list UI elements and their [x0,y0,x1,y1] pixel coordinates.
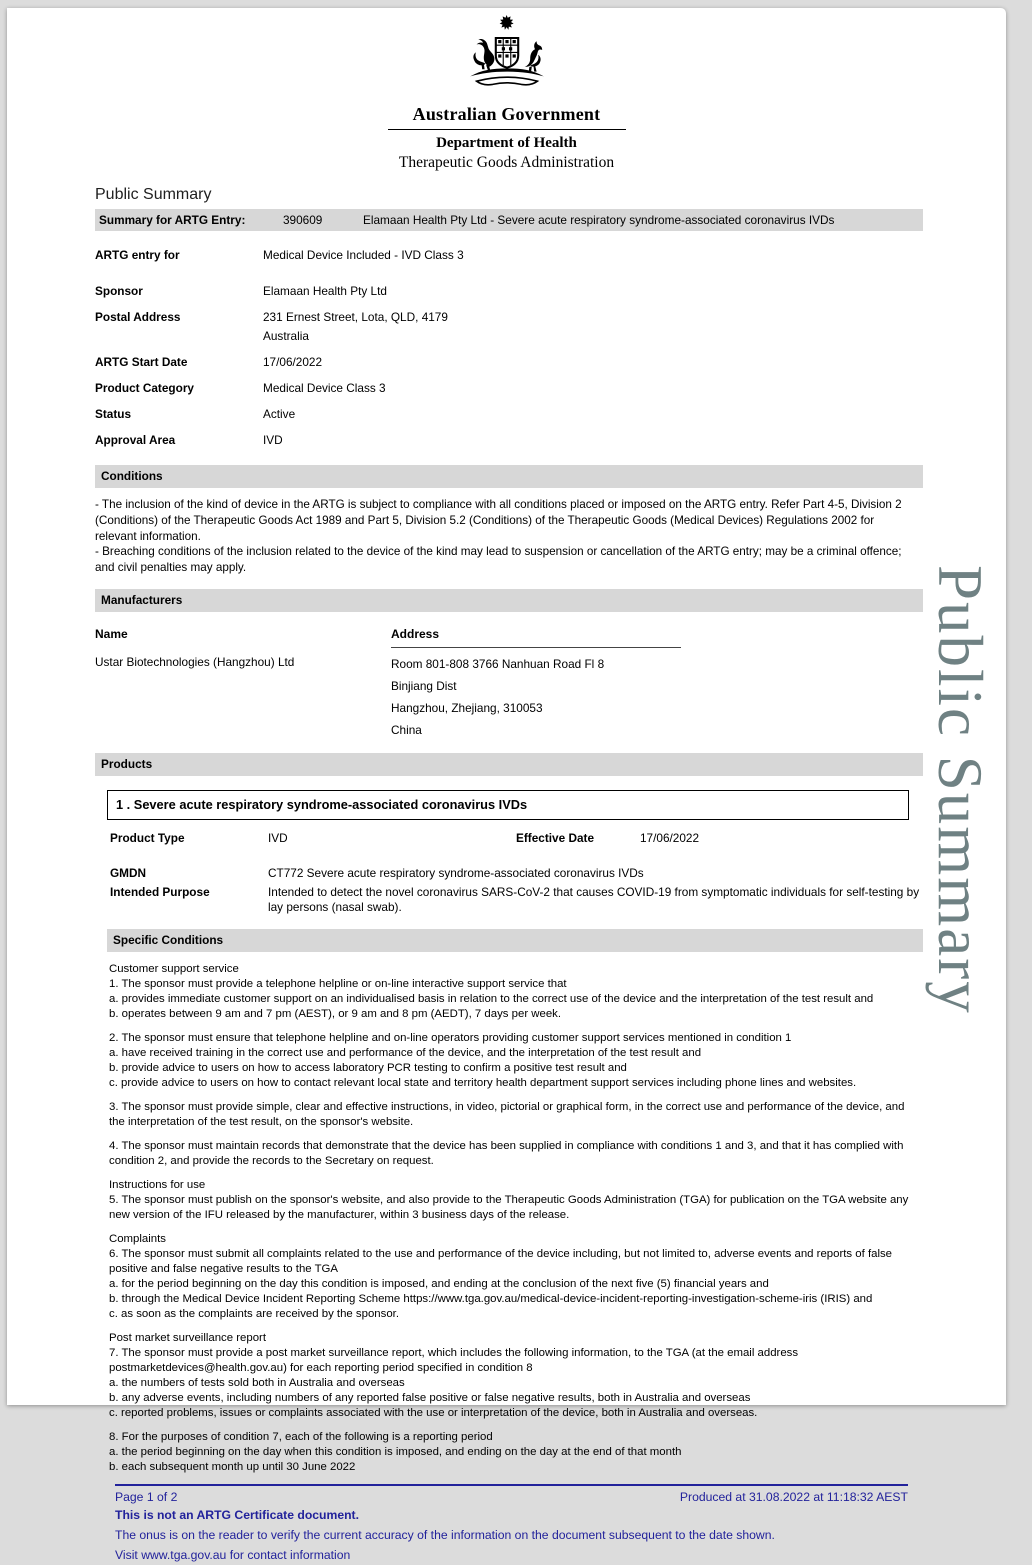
summary-field-row [95,284,923,303]
field-label: ARTG Start Date [95,355,188,369]
specific-condition-paragraph: 3. The sponsor must provide simple, clear and effective instructions, in video, pictorial or graphical form, in the correct use and performance of the device, and the interpretation of the test result, on the sponsor's website. [109,1100,905,1128]
summary-field-row [95,310,923,348]
field-label: Postal Address [95,310,181,324]
field-value: Active [263,407,296,421]
field-value: 17/06/2022 [263,355,323,369]
artg-entry-number: 390609 [283,213,323,227]
specific-condition-paragraph: Complaints 6. The sponsor must submit all complaints related to the use and performance of the device including, but not limited to, adverse events and reports of false positive and false negative results to the TGA a. for the period beginning on the day this condition is imposed, and ending at the conclusion of the next five (5) financial years and b. through the Medical Device Incident Reporting Scheme https://www.tga.gov.au/medical-device-incident-reporting-investigation-scheme-iris (IRIS) and c. as soon as the complaints are received by the sponsor. [109,1232,893,1320]
product-type-label: Product Type [110,830,185,845]
address-line: China [391,722,422,737]
header-divider [388,129,626,130]
contact-info: Visit www.tga.gov.au for contact information [115,1547,351,1562]
manufacturer-address [391,655,923,740]
address-line: Hangzhou, Zhejiang, 310053 [391,700,543,715]
field-value: Medical Device Class 3 [263,381,386,395]
summary-field-row [95,433,923,452]
product-type-value: IVD [268,830,288,845]
intended-purpose-value: Intended to detect the novel coronavirus SARS-CoV-2 that causes COVID-19 from symptomatic individuals for self-testing by lay persons (nasal swab). [268,884,920,915]
field-label: Product Category [95,381,194,395]
summary-entry-bar [95,209,923,231]
summary-entry-label: Summary for ARTG Entry: [99,213,246,227]
product-details [110,831,923,916]
agency-title: Therapeutic Goods Administration [398,154,615,171]
field-label: Status [95,407,132,421]
effective-date-value: 17/06/2022 [640,830,700,845]
specific-condition-paragraph: Instructions for use 5. The sponsor must publish on the sponsor's website, and also provide to the Therapeutic Goods Administration (TGA) for publication on the TGA website any new version of the IFU released by the manufacturer, within 3 business days of the release. [109,1178,909,1221]
document-header [7,8,1006,172]
manufacturer-address-header: Address [391,627,681,648]
not-certificate-notice: This is not an ARTG Certificate document. [115,1507,359,1522]
specific-condition-paragraph: 4. The sponsor must maintain records that demonstrate that the device has been supplied in compliance with conditions 1 and 3, and that it has complied with condition 2, and provide the records to the Secretary on request. [109,1139,904,1167]
conditions-text [95,497,917,576]
section-header-specific-conditions: Specific Conditions [107,929,923,952]
footer-divider [115,1484,908,1486]
field-value: Medical Device Included - IVD Class 3 [263,248,464,262]
summary-fields [95,248,923,452]
manufacturer-name: Ustar Biotechnologies (Hangzhou) Ltd [95,654,295,669]
product-title-box: 1 . Severe acute respiratory syndrome-associated coronavirus IVDs [107,790,909,820]
specific-condition-paragraph: Post market surveillance report 7. The sponsor must provide a post market surveillance report, which includes the following information, to the TGA (at the email address postmarketdevices@health.gov.au) for each reporting period specified in condition 8 a. the numbers of tests sold both in Australia and overseas b. any adverse events, including numbers of any reported false positive or false negative results, both in Australia and overseas c. reported problems, issues or complaints associated with the use or interpretation of the device, both in Australia and overseas. [109,1331,799,1419]
summary-field-row [95,381,923,400]
effective-date-label: Effective Date [516,830,595,845]
page-number: Page 1 of 2 [115,1489,178,1504]
field-label: Sponsor [95,284,143,298]
document-page [7,8,1006,1562]
manufacturer-name-header: Name [95,626,128,641]
government-title: Australian Government [412,104,601,124]
field-label: Approval Area [95,433,176,447]
field-value: IVD [263,433,283,447]
page-title: Public Summary [95,186,212,203]
document-content [95,186,923,1565]
specific-conditions-text [109,962,913,1475]
address-line: Room 801-808 3766 Nanhuan Road Fl 8 [391,656,605,671]
field-value: Elamaan Health Pty Ltd [263,284,387,298]
field-value: 231 Ernest Street, Lota, QLD, 4179 Australia [263,310,448,343]
specific-condition-paragraph: Customer support service 1. The sponsor must provide a telephone helpline or on-line interactive support service that a. provides immediate customer support on an individualised basis in relation to the correct use of the device and the interpretation of the test result and b. operates between 9 am and 7 pm (AEST), or 9 am and 8 pm (AEDT), 7 days per week. [109,962,874,1020]
summary-field-row [95,355,923,374]
summary-field-row [95,407,923,426]
summary-field-row [95,248,923,267]
condition-paragraph: - Breaching conditions of the inclusion related to the device of the kind may lead to suspension or cancellation of the ARTG entry; may be a criminal offence; and civil penalties may apply. [95,545,902,575]
condition-paragraph: - The inclusion of the kind of device in the ARTG is subject to compliance with all conditions placed or imposed on the ARTG entry. Refer Part 4-5, Division 2 (Conditions) of the Therapeutic Goods Act 1989 and Part 5, Division 5.2 (Conditions) of the Therapeutic Goods (Medical Devices) Regulations 2002 for relevant information. [95,498,902,543]
australian-coat-of-arms-icon [459,14,555,102]
manufacturers-table [95,627,923,740]
public-summary-watermark: Public Summary [925,565,995,1015]
section-header-manufacturers: Manufacturers [95,589,923,612]
field-label: ARTG entry for [95,248,180,262]
address-line: Binjiang Dist [391,678,457,693]
artg-entry-title: Elamaan Health Pty Ltd - Severe acute respiratory syndrome-associated coronavirus IVDs [363,213,835,227]
section-header-products: Products [95,753,923,776]
onus-notice: The onus is on the reader to verify the current accuracy of the information on the document subsequent to the date shown. [115,1527,775,1542]
department-title: Department of Health [436,135,577,151]
gmdn-label: GMDN [110,865,147,880]
specific-condition-paragraph: 2. The sponsor must ensure that telephone helpline and on-line operators providing customer support services mentioned in condition 1 a. have received training in the correct use and performance of the device, and the interpretation of the test result and b. provide advice to users on how to access laboratory PCR testing to confirm a positive test result and c. provide advice to users on how to contact relevant local state and territory health department support services including phone lines and websites. [109,1031,857,1089]
document-footer [115,1484,908,1565]
section-header-conditions: Conditions [95,465,923,488]
produced-timestamp: Produced at 31.08.2022 at 11:18:32 AEST [679,1489,908,1504]
intended-purpose-label: Intended Purpose [110,884,210,899]
gmdn-value: CT772 Severe acute respiratory syndrome-associated coronavirus IVDs [268,865,644,880]
specific-condition-paragraph: 8. For the purposes of condition 7, each of the following is a reporting period a. the period beginning on the day when this condition is imposed, and ending on the day at the end of that month b. each subsequent month up until 30 June 2022 [109,1430,682,1473]
